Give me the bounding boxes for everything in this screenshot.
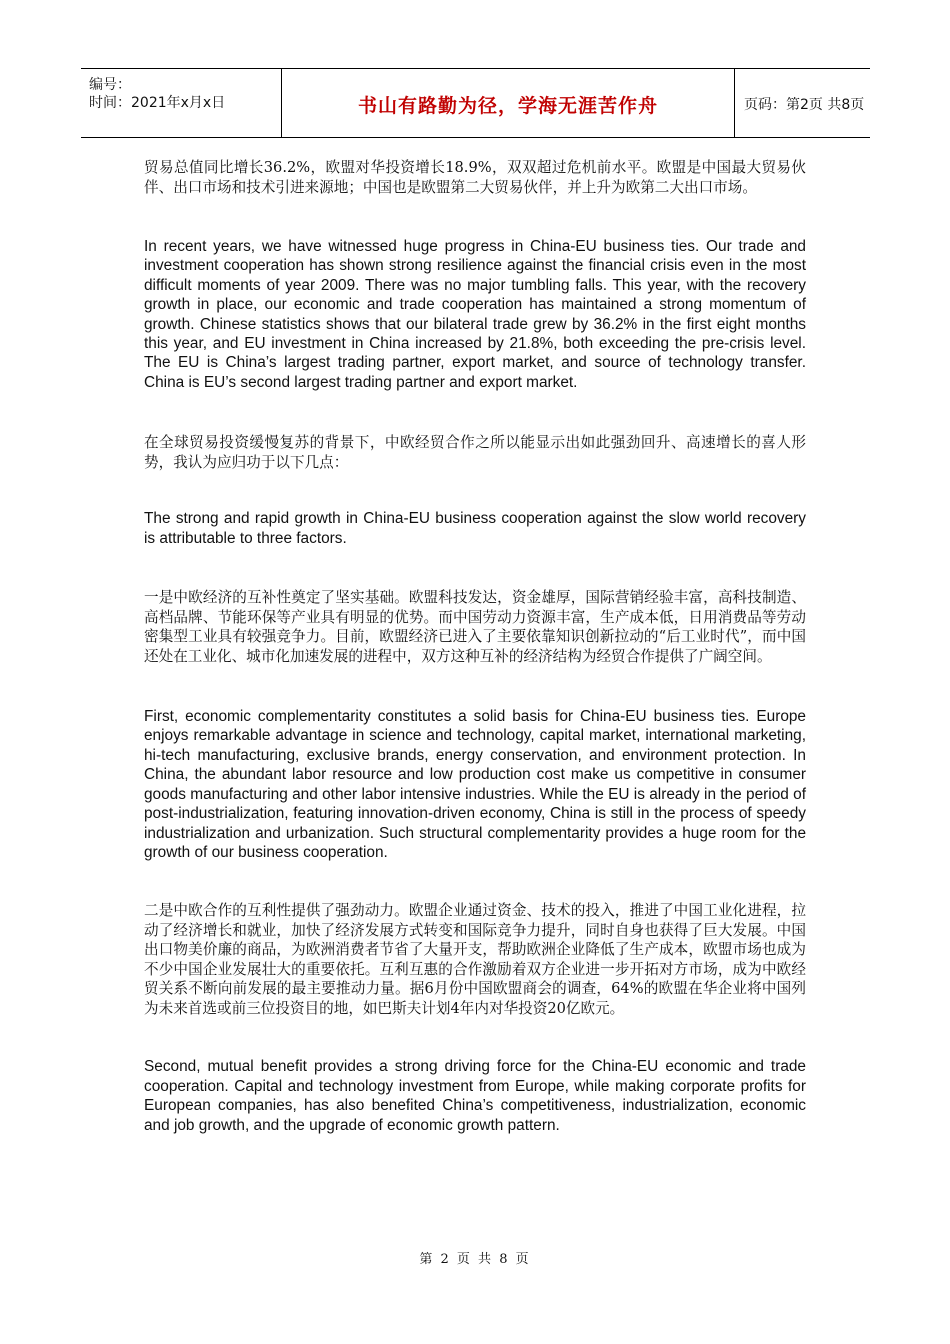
paragraph-en-three-factors: The strong and rapid growth in China-EU business cooperation against the slow world recovery is attributable to three factors.: [144, 510, 806, 547]
paragraph-zh-background: 在全球贸易投资缓慢复苏的背景下，中欧经贸合作之所以能显示出如此强劲回升、高速增长的喜人形势，我认为应归功于以下几点：: [144, 434, 806, 471]
paragraph-en-mutual-benefit: Second, mutual benefit provides a strong driving force for the China-EU economic and trade cooperation. Capital and technology investment from Europe, while making corporate profits for European companies, has also benefited China’s competitiveness, industrialization, economic and job growth, and the upgrade of economic growth pattern.: [144, 1058, 806, 1134]
header-motto: 书山有路勤为径，学海无涯苦作舟: [357, 95, 658, 117]
header-motto-cell: [282, 69, 735, 137]
header-page-cell: [735, 69, 870, 137]
header-meta-cell: [81, 69, 282, 137]
time-label: 时间：2021年x月x日: [89, 95, 226, 111]
page-header: [81, 68, 870, 138]
paragraph-zh-complementarity: 一是中欧经济的互补性奠定了坚实基础。欧盟科技发达，资金雄厚，国际营销经验丰富，高科技制造、高档品牌、节能环保等产业具有明显的优势。而中国劳动力资源丰富，生产成本低，日用消费品等劳动密集型工业具有较强竞争力。目前，欧盟经济已进入了主要依靠知识创新拉动的“后工业时代”，而中国还处在工业化、城市化加速发展的进程中，双方这种互补的经济结构为经贸合作提供了广阔空间。: [144, 589, 806, 665]
page-footer: 第 2 页 共 8 页: [419, 1252, 531, 1267]
header-page-info: 页码：第2页 共8页: [744, 97, 865, 113]
paragraph-en-complementarity: First, economic complementarity constitutes a solid basis for China-EU business ties. Europe enjoys remarkable advantage in science and technology, capital market, international marketing, hi-tech manufacturing, exclusive brands, energy conservation, and environment protection. In China, the abundant labor resource and low production cost make us competitive in consumer goods manufacturing and other labor intensive industries. While the EU is already in the period of post-industrialization, featuring innovation-driven economy, China is still in the process of speedy industrialization and urbanization. Such structural complementarity provides a huge room for the growth of our business cooperation.: [144, 708, 806, 861]
paragraph-en-recent-progress: In recent years, we have witnessed huge progress in China-EU business ties. Our trade and investment cooperation has shown strong resilience against the financial crisis even in the most difficult moments of year 2009. There was no major tumbling falls. This year, with the recovery growth in place, our economic and trade cooperation has maintained a strong momentum of growth. Chinese statistics shows that our bilateral trade grew by 36.2% in the first eight months this year, and EU investment in China increased by 21.8%, both exceeding the pre-crisis level. The EU is China’s largest trading partner, export market, and source of technology transfer. China is EU’s second largest trading partner and export market.: [144, 238, 806, 391]
document-body: [144, 158, 806, 1135]
serial-label: 编号：: [89, 77, 131, 93]
paragraph-zh-trade-total: 贸易总值同比增长36.2%，欧盟对华投资增长18.9%，双双超过危机前水平。欧盟是中国最大贸易伙伴、出口市场和技术引进来源地；中国也是欧盟第二大贸易伙伴，并上升为欧第二大出口市场。: [144, 159, 806, 196]
paragraph-zh-mutual-benefit: 二是中欧合作的互利性提供了强劲动力。欧盟企业通过资金、技术的投入，推进了中国工业化进程，拉动了经济增长和就业，加快了经济发展方式转变和国际竞争力提升，同时自身也获得了巨大发展。中国出口物美价廉的商品，为欧洲消费者节省了大量开支，帮助欧洲企业降低了生产成本，欧盟市场也成为不少中国企业发展壮大的重要依托。互利互惠的合作激励着双方企业进一步开拓对方市场，成为中欧经贸关系不断向前发展的最主要推动力量。据6月份中国欧盟商会的调查，64%的欧盟在华企业将中国列为未来首选或前三位投资目的地，如巴斯夫计划4年内对华投资20亿欧元。: [144, 902, 806, 1017]
